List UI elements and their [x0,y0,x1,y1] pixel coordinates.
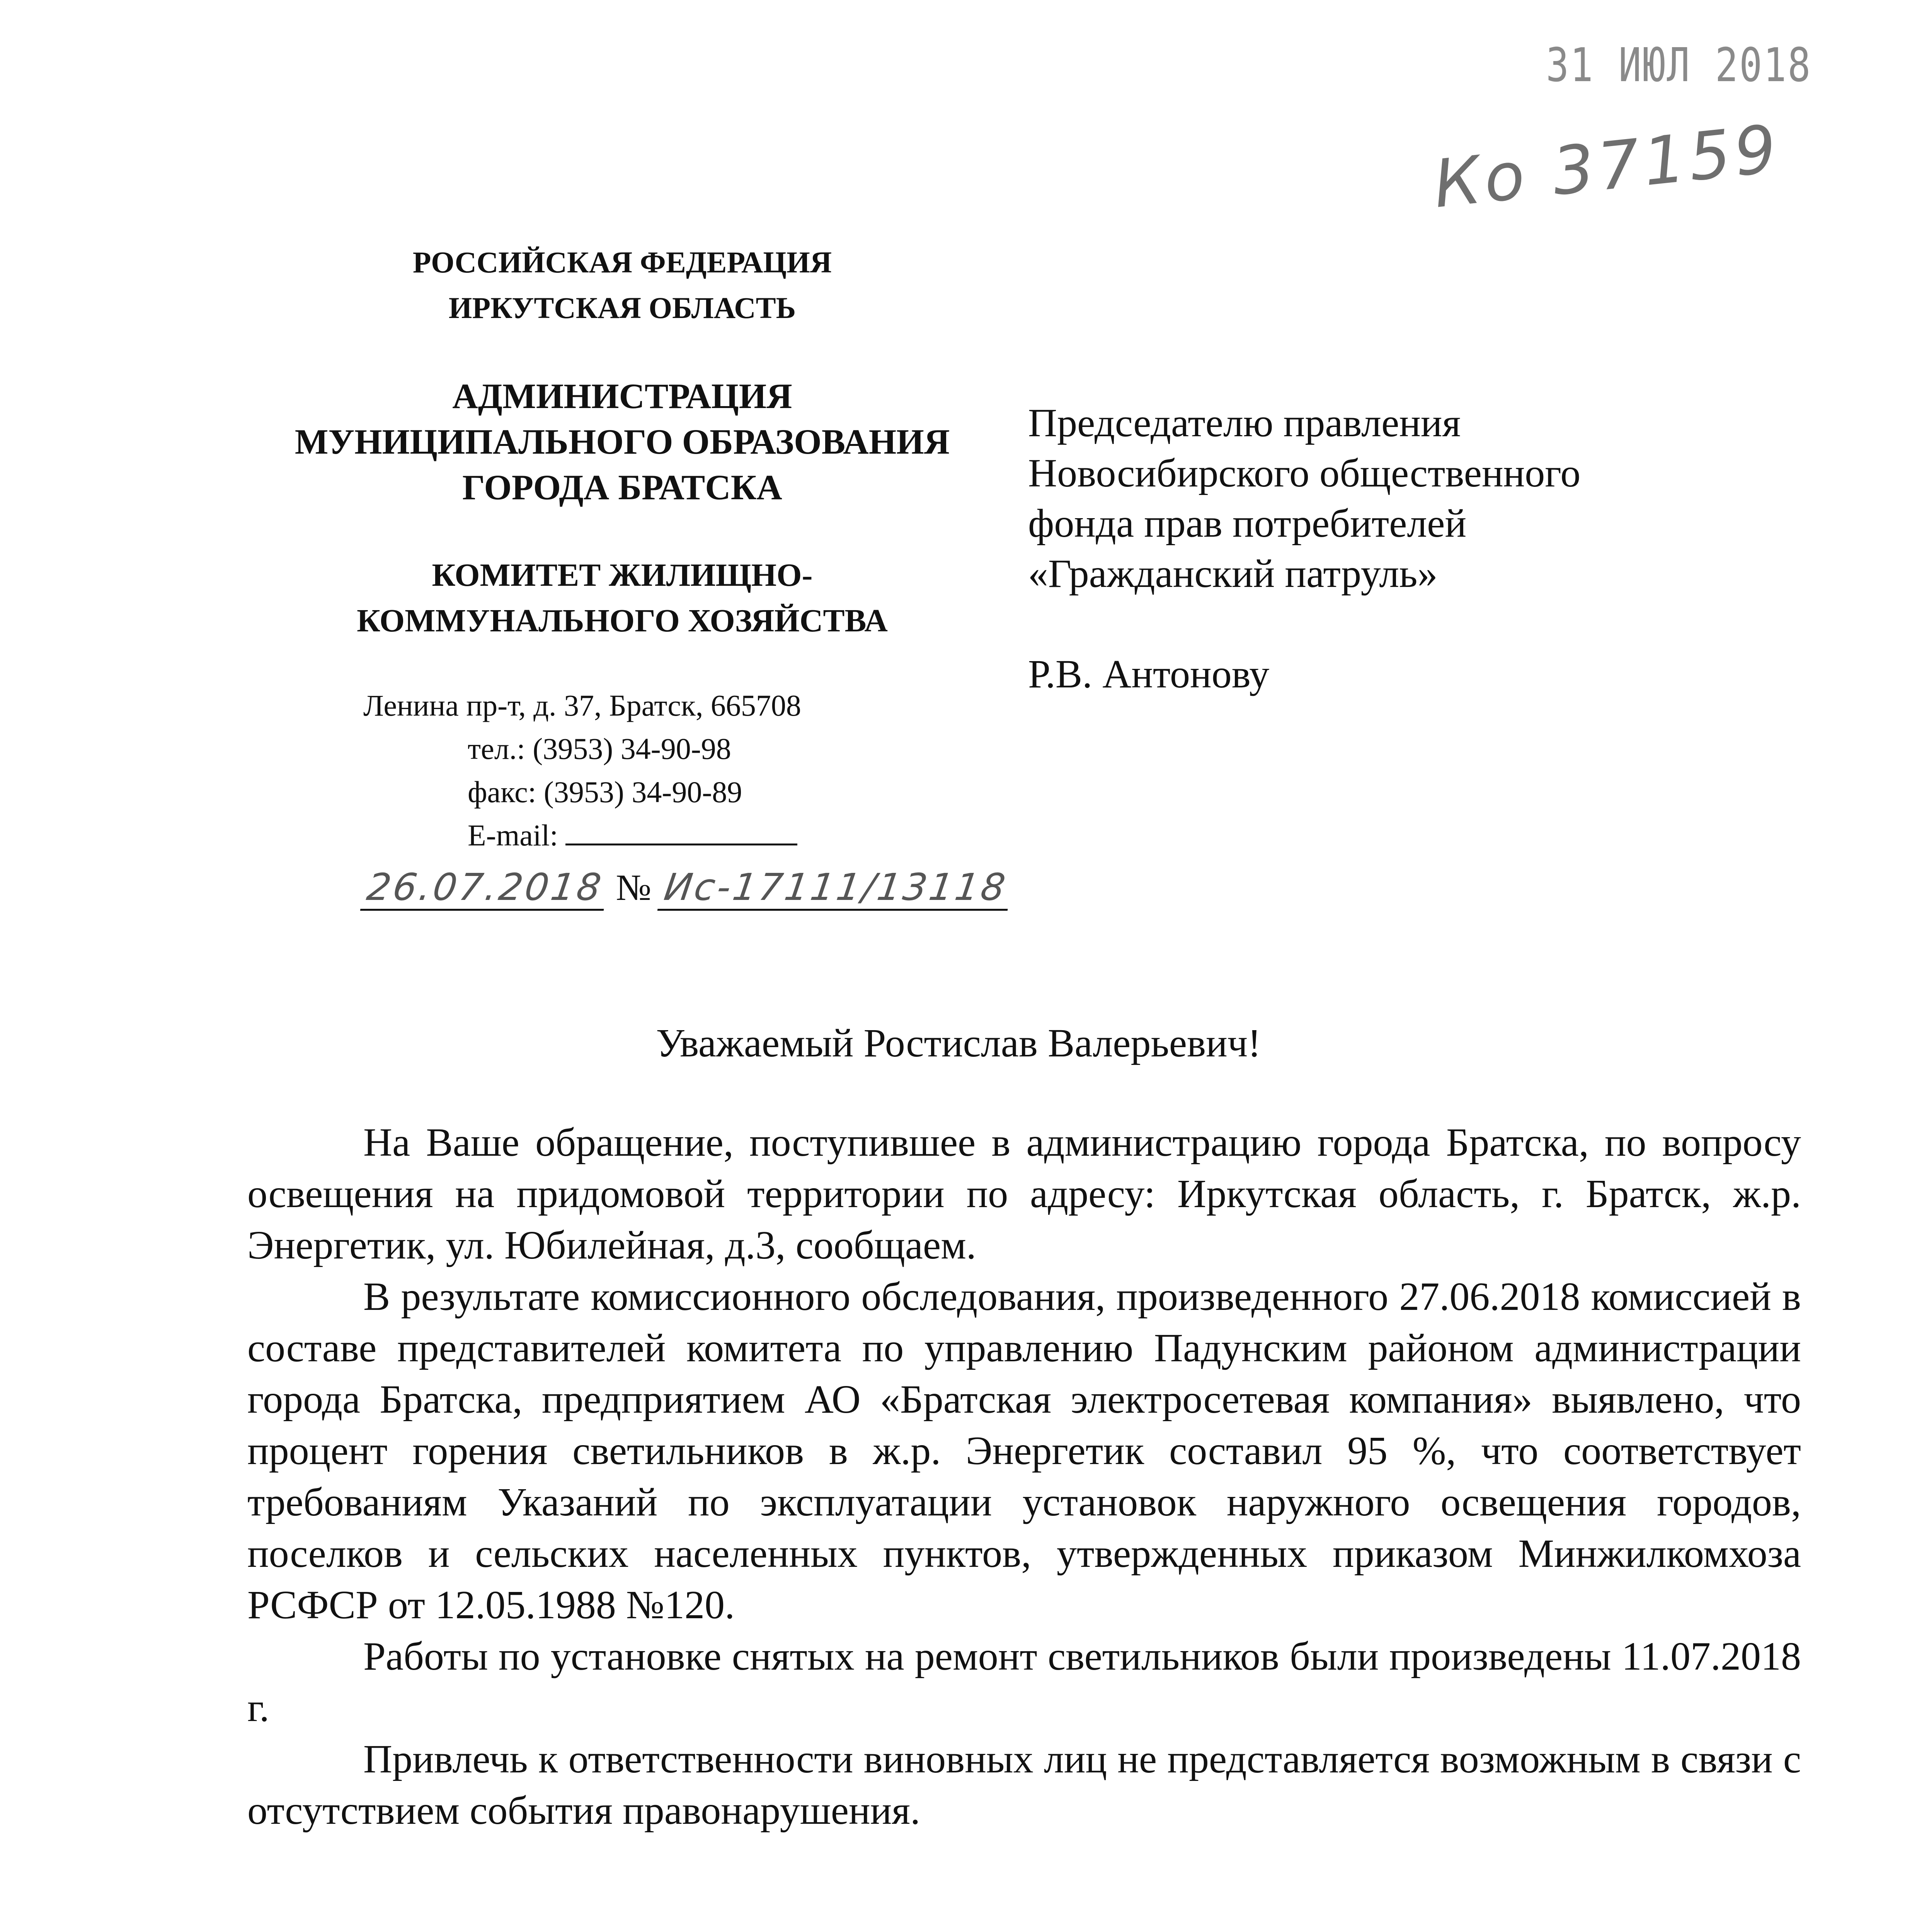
email-label: E-mail: [468,818,558,852]
received-date-stamp: 31 ИЮЛ 2018 [1546,39,1812,92]
country-heading: РОССИЙСКАЯ ФЕДЕРАЦИЯ [412,245,832,279]
sender-block [240,240,1005,644]
administration-line-1: АДМИНИСТРАЦИЯ [452,376,792,416]
outgoing-date: 26.07.2018 [360,866,610,911]
committee-line-1: КОМИТЕТ ЖИЛИЩНО- [432,557,813,593]
paragraph: Привлечь к ответственности виновных лиц не представляется возможным в связи с отсутствием события правонарушения. [247,1737,1801,1833]
committee-heading [240,553,1005,644]
addressee-block [1028,398,1580,699]
addressee-line-2: Новосибирского общественного [1028,451,1581,495]
addressee-name: Р.В. Антонову [1028,652,1270,696]
letter-body [247,1117,1801,1836]
outgoing-registration [363,866,1011,911]
sender-fax: факс: (3953) 34-90-89 [468,775,742,809]
administration-line-2: МУНИЦИПАЛЬНОГО ОБРАЗОВАНИЯ [295,422,950,461]
addressee-line-4: «Гражданский патруль» [1028,551,1438,596]
sender-contacts [363,684,801,857]
administration-heading [240,373,1005,510]
paragraph: На Ваше обращение, поступившее в администрацию города Братска, по вопросу освещения на придомовой территории по адресу: Иркутская область, г. Братск, ж.р. Энергетик, ул. Юбилейная, д.3, сообщаем. [247,1120,1801,1267]
committee-line-2: КОММУНАЛЬНОГО ХОЗЯЙСТВА [357,603,888,639]
sender-phone: тел.: (3953) 34-90-98 [468,732,731,765]
administration-line-3: ГОРОДА БРАТСКА [462,468,782,507]
paragraph: Работы по установке снятых на ремонт светильников были произведены 11.07.2018 г. [247,1634,1801,1730]
paragraph: В результате комиссионного обследования, произведенного 27.06.2018 комиссией в составе представителей комитета по управлению Падунским районом администрации города Братска, предприятием АО «Братская электросетевая компания» выявлено, что процент горения светильников в ж.р. Энергетик составил 95 %, что соответствует требованиям Указаний по эксплуатации установок наружного освещения городов, поселков и сельских населенных пунктов, утвержденных приказом Минжилкомхоза РСФСР от 12.05.1988 №120. [247,1274,1801,1627]
registration-handwritten-number: Ко 37159 [1430,110,1784,223]
sender-email [363,814,801,857]
salutation: Уважаемый Ростислав Валерьевич! [656,1021,1261,1065]
region-heading: ИРКУТСКАЯ ОБЛАСТЬ [448,291,796,325]
addressee-line-1: Председателю правления [1028,401,1461,445]
outgoing-number: Ис-17111/13118 [657,866,1014,911]
addressee-line-3: фонда прав потребителей [1028,501,1467,546]
email-blank-line [565,816,797,845]
number-label: № [616,867,652,908]
sender-address: Ленина пр-т, д. 37, Братск, 665708 [363,689,801,722]
